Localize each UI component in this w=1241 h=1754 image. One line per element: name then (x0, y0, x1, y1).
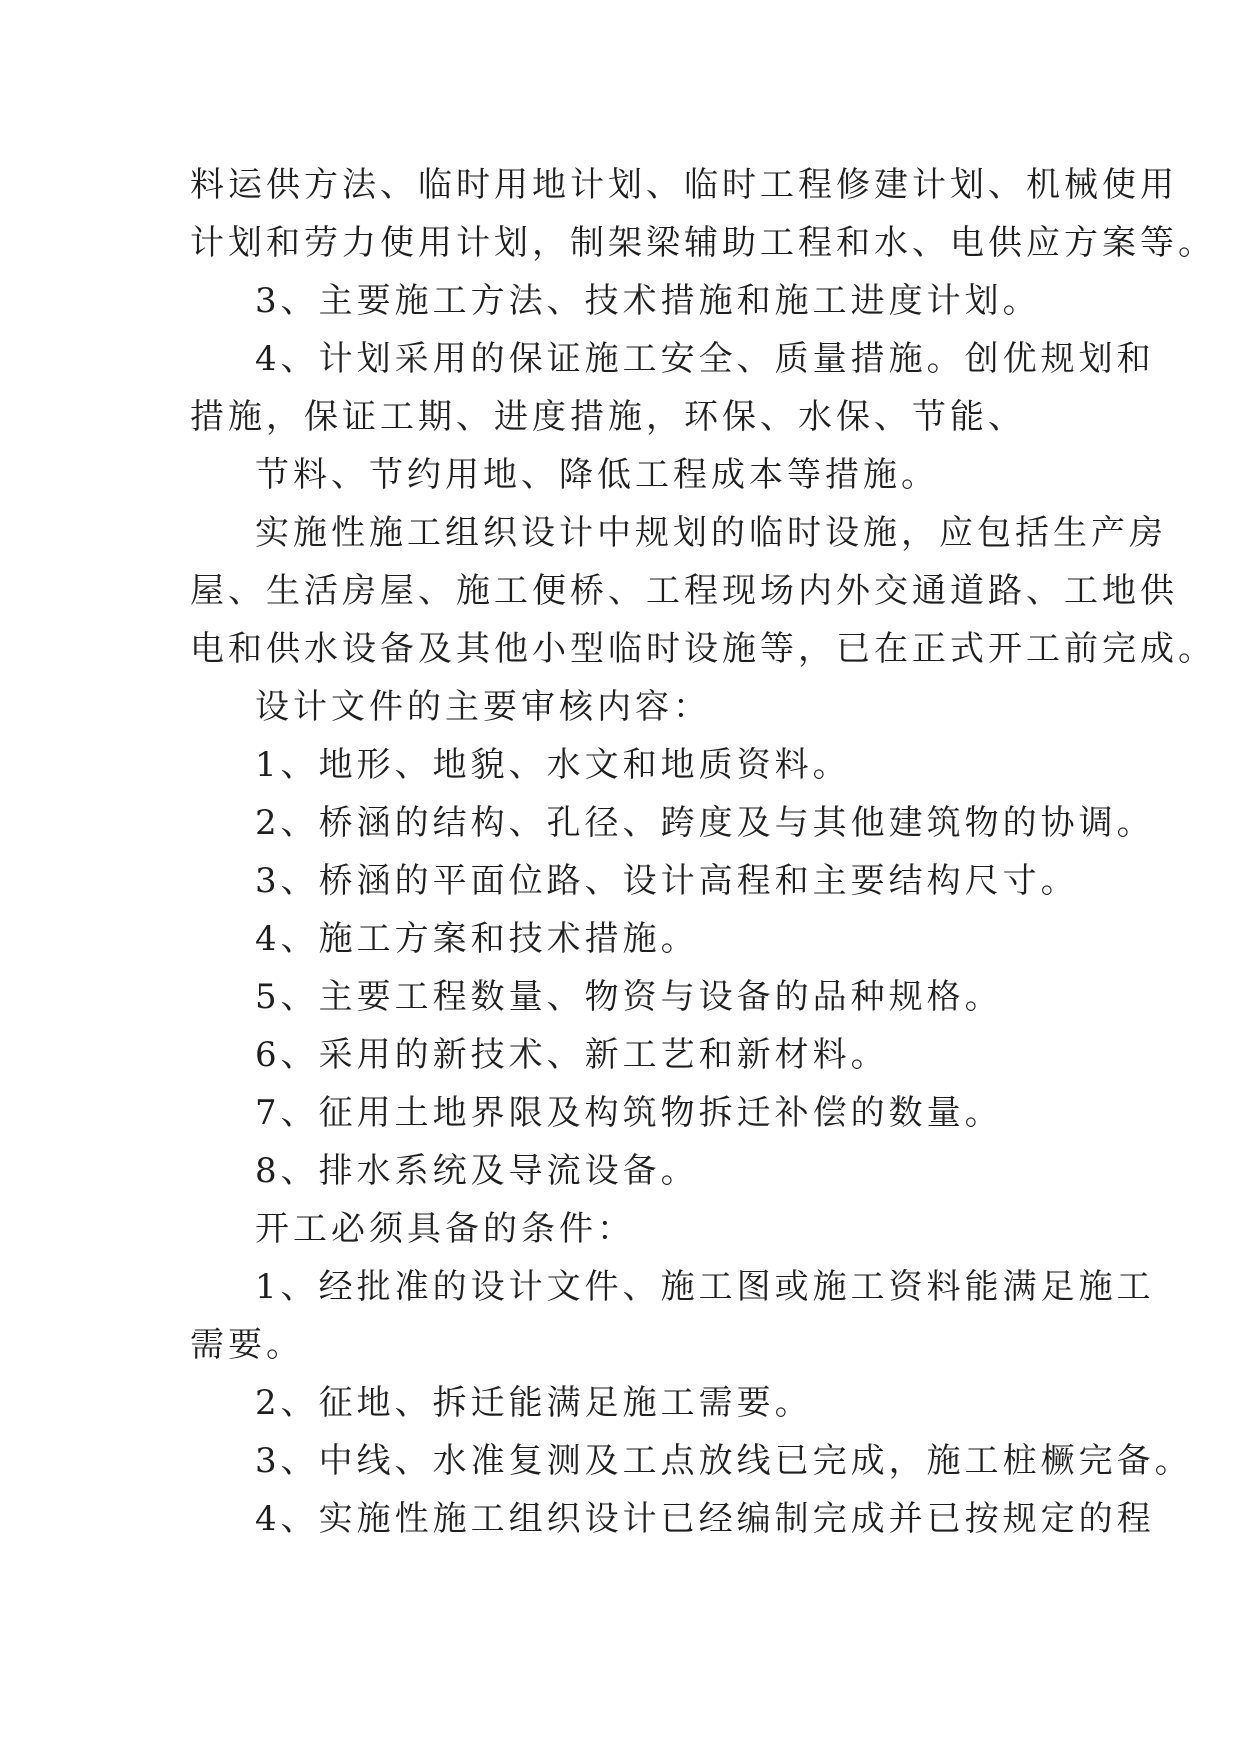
list-item: 1、经批准的设计文件、施工图或施工资料能满足施工 (255, 1267, 1155, 1307)
text-line: 3、主要施工方法、技术措施和施工进度计划。 (255, 281, 1041, 321)
text-line: 计划和劳力使用计划，制架梁辅助工程和水、电供应方案等。 (190, 223, 1216, 263)
list-item: 1、地形、地貌、水文和地质资料。 (255, 745, 851, 785)
list-item: 3、桥涵的平面位路、设计高程和主要结构尺寸。 (255, 861, 1079, 901)
list-item: 2、桥涵的结构、孔径、跨度及与其他建筑物的协调。 (255, 803, 1155, 843)
text-line: 节料、节约用地、降低工程成本等措施。 (255, 455, 939, 495)
section-heading: 设计文件的主要审核内容： (255, 687, 711, 727)
list-item: 3、中线、水准复测及工点放线已完成，施工桩橛完备。 (255, 1441, 1193, 1481)
list-item: 4、实施性施工组织设计已经编制完成并已按规定的程 (255, 1499, 1155, 1539)
text-line: 措施，保证工期、进度措施，环保、水保、节能、 (190, 397, 1026, 437)
text-line: 电和供水设备及其他小型临时设施等，已在正式开工前完成。 (190, 629, 1216, 669)
text-line: 料运供方法、临时用地计划、临时工程修建计划、机械使用 (190, 165, 1178, 205)
list-item: 2、征地、拆迁能满足施工需要。 (255, 1383, 813, 1423)
text-line: 需要。 (190, 1325, 304, 1365)
list-item: 6、采用的新技术、新工艺和新材料。 (255, 1035, 889, 1075)
text-line: 4、计划采用的保证施工安全、质量措施。创优规划和 (255, 339, 1155, 379)
list-item: 8、排水系统及导流设备。 (255, 1151, 699, 1191)
section-heading: 开工必须具备的条件： (255, 1209, 635, 1249)
list-item: 5、主要工程数量、物资与设备的品种规格。 (255, 977, 1003, 1017)
text-line: 实施性施工组织设计中规划的临时设施，应包括生产房 (255, 513, 1167, 553)
list-item: 4、施工方案和技术措施。 (255, 919, 699, 959)
text-line: 屋、生活房屋、施工便桥、工程现场内外交通道路、工地供 (190, 571, 1178, 611)
list-item: 7、征用土地界限及构筑物拆迁补偿的数量。 (255, 1093, 1003, 1133)
